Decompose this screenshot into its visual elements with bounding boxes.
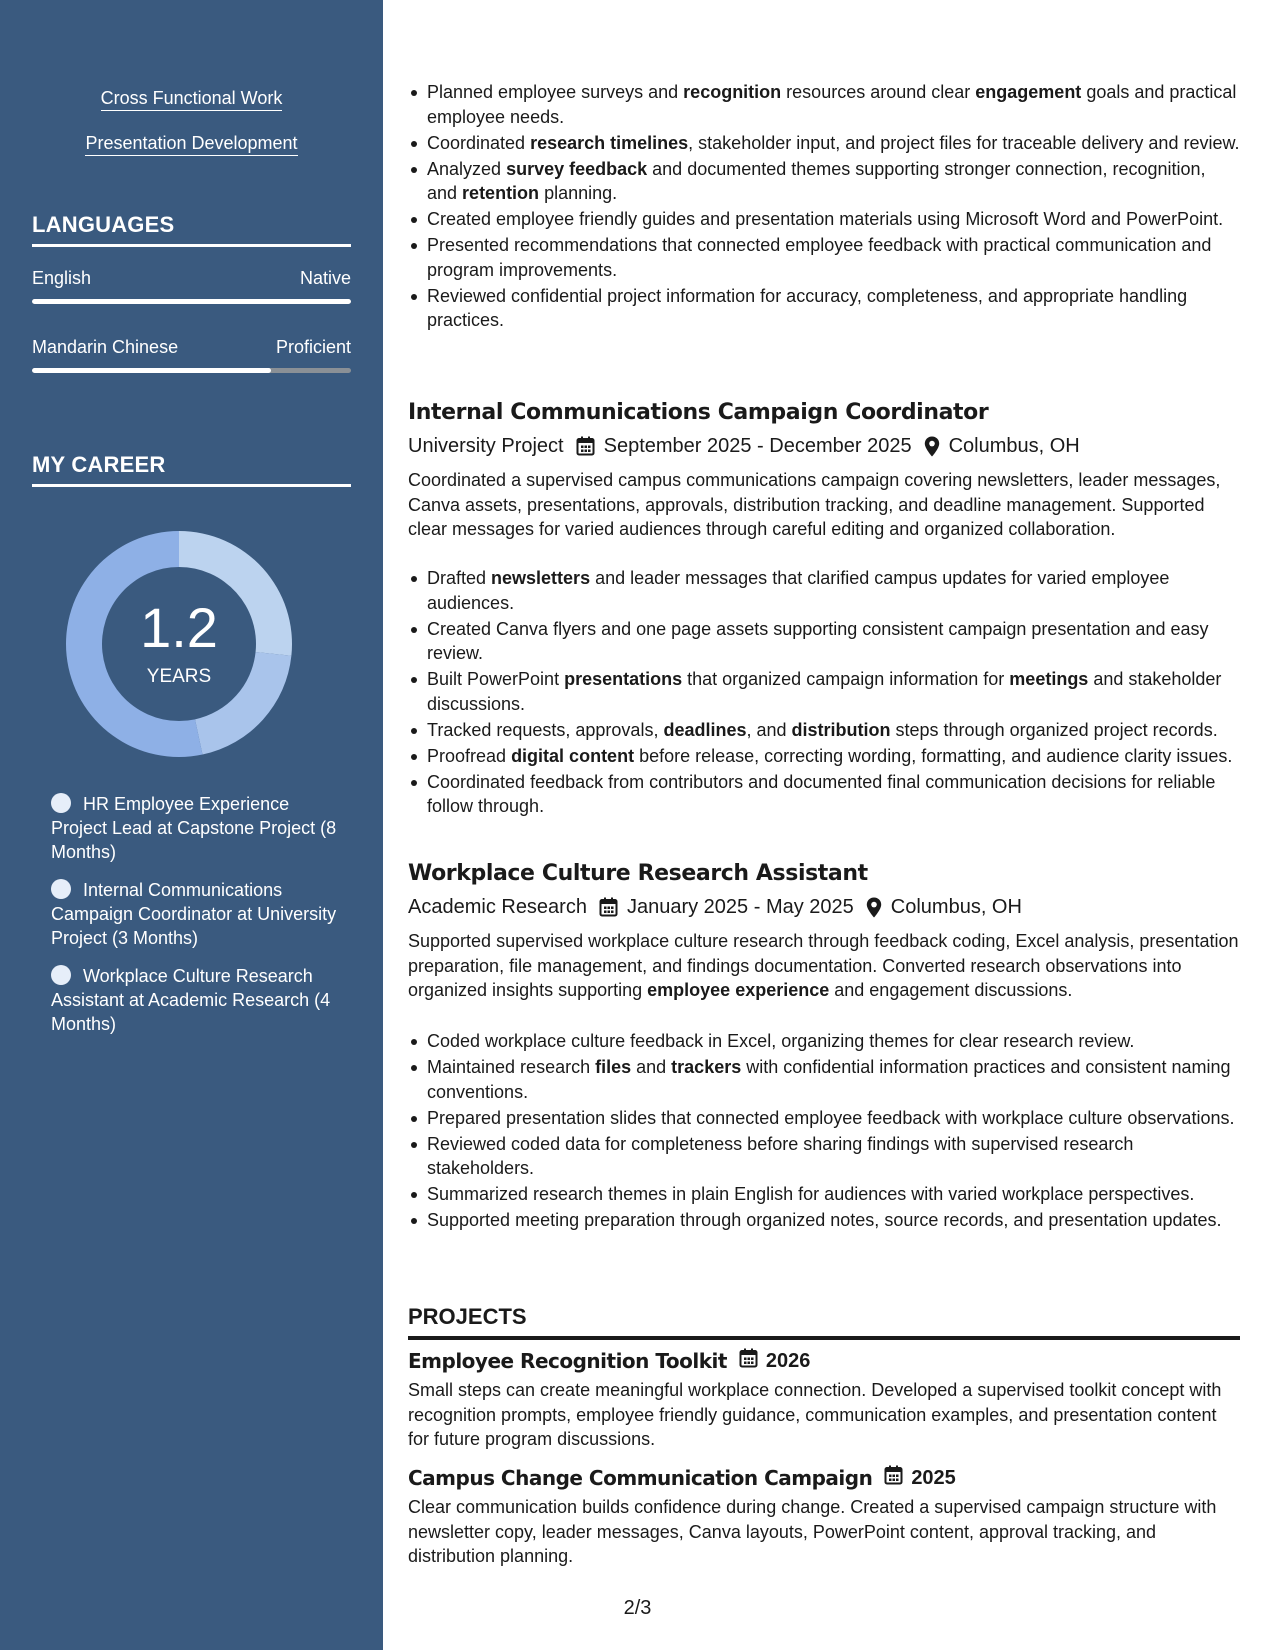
project-year: 2026 — [765, 1349, 811, 1372]
language-proficiency-bar — [32, 368, 351, 373]
job-summary: Supported supervised workplace culture research through feedback coding, Excel analysis, presentation preparation, file management, and findings documentation. Converted research observations into organized insights supporting employee experience and engagement discussions. — [408, 931, 1239, 1000]
job-location: Columbus, OH — [948, 435, 1080, 457]
career-item-text: HR Employee Experience Project Lead at Capstone Project (8 Months) — [51, 794, 337, 862]
main-content — [408, 0, 1240, 1650]
job-bullets — [408, 566, 1240, 820]
bullet-item: Presented recommendations that connected employee feedback with practical communication and program improvements. — [408, 233, 1240, 282]
language-row — [32, 268, 351, 289]
project-title — [408, 1348, 810, 1374]
job-summary: Coordinated a supervised campus communications campaign covering newsletters, leader messages, Canva assets, presentations, approvals, distribution tracking, and deadline management. Supported clear messages for varied audiences through careful editing and organized collaboration. — [408, 470, 1221, 539]
bullet-item: Prepared presentation slides that connected employee feedback with workplace culture observations. — [408, 1106, 1240, 1131]
experience-bullets — [408, 80, 1240, 334]
bullet-item: Reviewed coded data for completeness before sharing findings with supervised research stakeholders. — [408, 1132, 1240, 1181]
page-number: 2/3 — [623, 1597, 652, 1619]
project-description: Clear communication builds confidence during change. Created a supervised campaign structure with newsletter copy, leader messages, Canva layouts, PowerPoint content, approval tracking, and distribution planning. — [408, 1497, 1217, 1566]
job-meta — [408, 434, 1080, 459]
bullet-item: Tracked requests, approvals, deadlines, and distribution steps through organized project records. — [408, 718, 1240, 743]
bullet-item: Planned employee surveys and recognition resources around clear engagement goals and practical employee needs. — [408, 80, 1240, 129]
bullet-item: Supported meeting preparation through organized notes, source records, and presentation updates. — [408, 1208, 1240, 1233]
career-dot-icon — [51, 879, 71, 899]
bullet-item: Built PowerPoint presentations that organized campaign information for meetings and stakeholder discussions. — [408, 667, 1240, 716]
bullet-item: Proofread digital content before release, correcting wording, formatting, and audience clarity issues. — [408, 744, 1240, 769]
job-meta — [408, 895, 1022, 920]
project-description: Small steps can create meaningful workplace connection. Developed a supervised toolkit concept with recognition prompts, employee friendly guidance, communication examples, and presentation content for future program discussions. — [408, 1380, 1222, 1449]
job-title: Workplace Culture Research Assistant — [408, 861, 868, 886]
project-year: 2025 — [911, 1466, 956, 1489]
career-heading: MY CAREER — [32, 452, 351, 487]
skill-link[interactable] — [0, 88, 383, 109]
calendar-icon — [576, 436, 595, 456]
projects-heading: PROJECTS — [408, 1305, 1240, 1340]
languages-heading: LANGUAGES — [32, 212, 351, 247]
language-proficiency-fill — [32, 299, 351, 304]
location-pin-icon — [866, 897, 882, 918]
language-level: Proficient — [275, 337, 351, 357]
calendar-icon — [739, 1348, 758, 1374]
bullet-item: Summarized research themes in plain English for audiences with varied workplace perspectives. — [408, 1182, 1240, 1207]
project-name: Campus Change Communication Campaign — [408, 1465, 873, 1490]
career-item-text: Internal Communications Campaign Coordinator at University Project (3 Months) — [51, 880, 337, 948]
career-dot-icon — [51, 793, 71, 813]
bullet-item: Coordinated feedback from contributors and documented final communication decisions for reliable follow through. — [408, 770, 1240, 819]
language-name: English — [32, 268, 92, 288]
career-item-text: Workplace Culture Research Assistant at Academic Research (4 Months) — [51, 966, 331, 1034]
project-name: Employee Recognition Toolkit — [408, 1348, 727, 1373]
location-pin-icon — [924, 436, 940, 457]
sidebar — [0, 0, 383, 1650]
career-dot-icon — [51, 965, 71, 985]
language-row — [32, 337, 351, 358]
skill-label[interactable]: Cross Functional Work — [101, 88, 283, 111]
skill-label[interactable]: Presentation Development — [85, 133, 297, 156]
job-dates: January 2025 - May 2025 — [626, 896, 854, 918]
job-location: Columbus, OH — [890, 896, 1022, 918]
job-org: Academic Research — [408, 896, 587, 918]
language-proficiency-bar — [32, 299, 351, 304]
language-name: Mandarin Chinese — [32, 337, 179, 357]
calendar-icon — [884, 1465, 903, 1491]
job-bullets — [408, 1029, 1240, 1234]
job-dates: September 2025 - December 2025 — [603, 435, 912, 457]
bullet-item: Drafted newsletters and leader messages that clarified campus updates for varied employee audiences. — [408, 566, 1240, 615]
job-title: Internal Communications Campaign Coordinator — [408, 400, 989, 425]
language-level: Native — [299, 268, 351, 288]
career-total-number: 1.2 — [140, 596, 218, 659]
bullet-item: Coordinated research timelines, stakeholder input, and project files for traceable delivery and review. — [408, 131, 1240, 156]
bullet-item: Analyzed survey feedback and documented themes supporting stronger connection, recognition, and retention planning. — [408, 157, 1240, 206]
language-proficiency-fill — [32, 368, 271, 373]
career-item — [51, 964, 341, 1036]
bullet-item: Created Canva flyers and one page assets supporting consistent campaign presentation and easy review. — [408, 617, 1240, 666]
career-item — [51, 878, 341, 950]
career-total-unit: YEARS — [146, 666, 212, 687]
bullet-item: Coded workplace culture feedback in Excel, organizing themes for clear research review. — [408, 1029, 1240, 1054]
skill-link[interactable] — [0, 133, 383, 154]
bullet-item: Created employee friendly guides and presentation materials using Microsoft Word and PowerPoint. — [408, 207, 1240, 232]
calendar-icon — [599, 897, 618, 917]
project-title — [408, 1465, 956, 1491]
job-org: University Project — [408, 435, 564, 457]
bullet-item: Maintained research files and trackers with confidential information practices and consistent naming conventions. — [408, 1055, 1240, 1104]
career-item — [51, 792, 341, 864]
bullet-item: Reviewed confidential project information for accuracy, completeness, and appropriate handling practices. — [408, 284, 1240, 333]
